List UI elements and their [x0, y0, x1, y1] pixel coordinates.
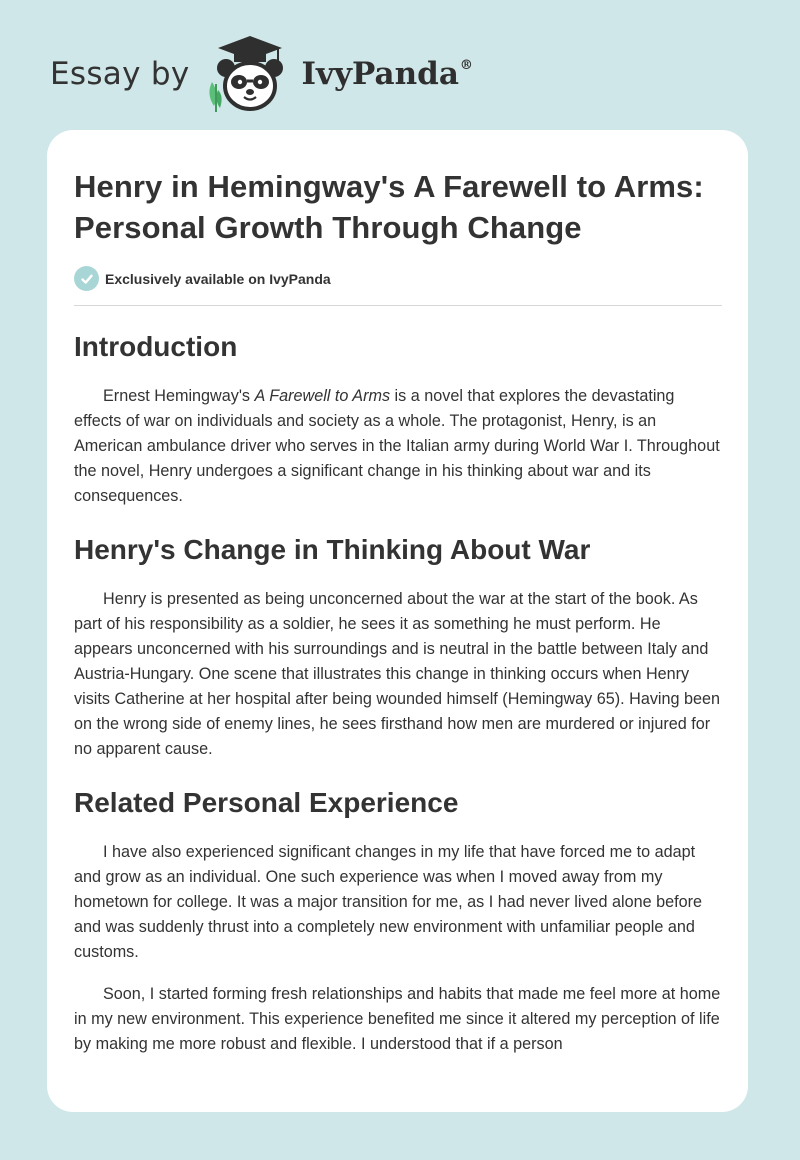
brand-name[interactable]: IvyPanda® [301, 56, 473, 92]
section-heading-change-in-thinking: Henry's Change in Thinking About War [74, 534, 591, 565]
check-icon [74, 266, 99, 291]
page-title: Henry in Hemingway's A Farewell to Arms: Personal Growth Through Change [74, 169, 704, 245]
essay-card [47, 130, 748, 1112]
paragraph: I have also experienced significant changes in my life that have forced me to adapt and grow as an individual. One such experience was when I moved away from my hometown for college. It was a major transition for me, as I had never lived alone before and was suddenly thrust into a completely new environment with unfamiliar people and customs. [74, 843, 703, 961]
panda-logo-icon[interactable] [204, 34, 296, 114]
paragraph: Soon, I started forming fresh relationships and habits that made me feel more at home in my new environment. This experience benefited me since it altered my perception of life by making me more robust and flexible. I understood that if a person [74, 985, 721, 1053]
paragraph: Ernest Hemingway's A Farewell to Arms is a novel that explores the devastating effects of war on individuals and society as a whole. The protagonist, Henry, is an American ambulance driver who serves in the Italian army during World War I. Throughout the novel, Henry undergoes a significant change in his thinking about war and its consequences. [74, 387, 720, 505]
book-title: A Farewell to Arms [254, 387, 391, 405]
section-body-personal-experience [74, 840, 722, 1057]
exclusive-badge [74, 266, 722, 291]
section-heading-personal-experience: Related Personal Experience [74, 787, 459, 818]
registered-mark: ® [459, 58, 473, 73]
section-body-change-in-thinking [74, 587, 722, 762]
section-heading-introduction: Introduction [74, 331, 238, 362]
title-divider [74, 305, 722, 306]
section-body-introduction [74, 384, 722, 509]
essay-by-label: Essay by [50, 56, 190, 92]
exclusive-badge-label: Exclusively available on IvyPanda [105, 270, 331, 287]
site-header [50, 34, 473, 114]
paragraph: Henry is presented as being unconcerned about the war at the start of the book. As part of his responsibility as a soldier, he sees it as something he must perform. He appears unconcerned with his surroundings and is neutral in the battle between Italy and Austria-Hungary. One scene that illustrates this change in thinking occurs when Henry visits Catherine at her hospital after being wounded himself (Hemingway 65). Having been on the wrong side of enemy lines, he sees firsthand how men are murdered or injured for no apparent cause. [74, 590, 721, 758]
